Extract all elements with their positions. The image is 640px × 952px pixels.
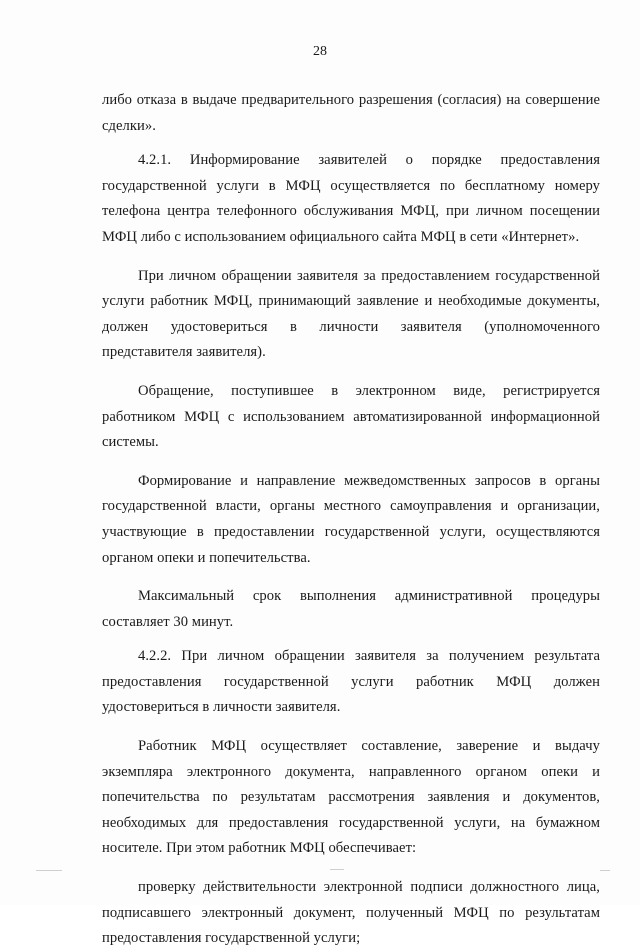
paragraph-personal-appeal: При личном обращении заявителя за предоставлением государственной услуги работник МФЦ, принимающий заявление и необходимые документы, должен удостовериться в личности заявителя (уполномоченного представителя заявителя). [102, 267, 600, 361]
document-body [102, 88, 600, 952]
paragraph-electronic-appeal: Обращение, поступившее в электронном виде, регистрируется работником МФЦ с использованием автоматизированной информационной системы. [102, 382, 600, 451]
paragraph-4-2-1: 4.2.1. Информирование заявителей о порядке предоставления государственной услуги в МФЦ осуществляется по бесплатному номеру телефона центра телефонного обслуживания МФЦ, при личном посещении МФЦ либо с использованием официального сайта МФЦ в сети «Интернет». [102, 152, 600, 245]
paragraph-continuation: либо отказа в выдаче предварительного разрешения (согласия) на совершение сделки». [102, 92, 600, 134]
paragraph-4-2-2: 4.2.2. При личном обращении заявителя за получением результата предоставления государственной услуги работник МФЦ должен удостовериться в личности заявителя. [102, 648, 600, 716]
paragraph-mfc-duties: Работник МФЦ осуществляет составление, заверение и выдачу экземпляра электронного документа, направленного органом опеки и попечительства по результатам рассмотрения заявления и документов, необходимых для предоставления государственной услуги, на бумажном носителе. При этом работник МФЦ обеспечивает: [102, 738, 600, 857]
scan-artifact-center [330, 869, 344, 870]
scan-artifact-left [36, 870, 62, 871]
paragraph-interagency-requests: Формирование и направление межведомственных запросов в органы государственной власти, органы местного самоуправления и организации, участвующие в предоставлении государственной услуги, осуществляются органом опеки и попечительства. [102, 472, 600, 566]
scan-artifact-right [600, 870, 610, 871]
paragraph-max-duration: Максимальный срок выполнения административной процедуры составляет 30 минут. [102, 588, 600, 630]
page-number: 28 [313, 44, 327, 59]
paragraph-signature-check: проверку действительности электронной подписи должностного лица, подписавшего электронный документ, полученный МФЦ по результатам предоставления государственной услуги; [102, 879, 600, 947]
